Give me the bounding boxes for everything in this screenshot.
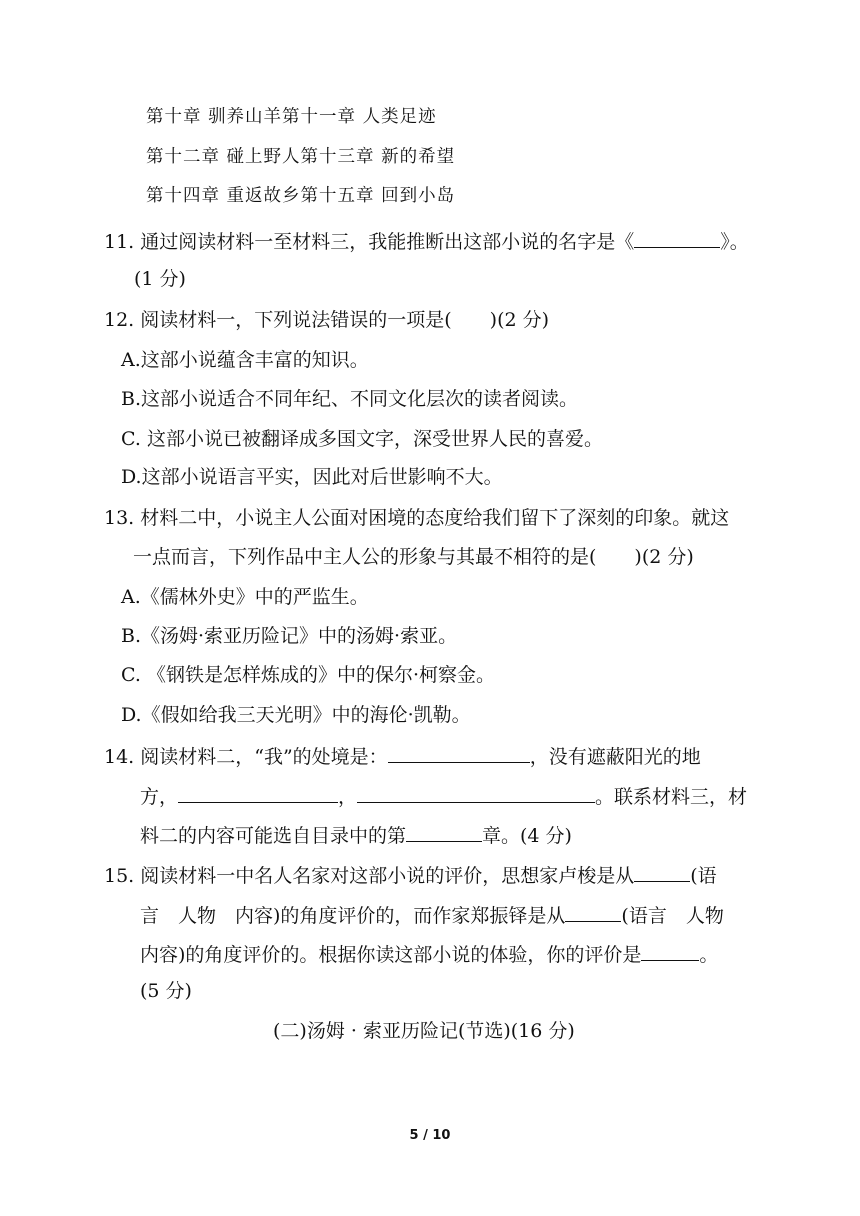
q15-text-2b: (语言 人物 [621, 905, 724, 927]
q14-line-3 [140, 821, 572, 848]
q15-line-2 [140, 901, 724, 928]
page-number: 5 / 10 [409, 1128, 451, 1143]
q13-option-d[interactable]: D.《假如给我三天光明》中的海伦·凯勒。 [121, 704, 471, 726]
q14-blank-3[interactable] [357, 782, 595, 803]
q13-option-b[interactable]: B.《汤姆·索亚历险记》中的汤姆·索亚。 [121, 625, 458, 647]
q15-score: (5 分) [140, 980, 192, 1002]
q11-text-post: 》。 [720, 231, 749, 253]
q11-score: (1 分) [134, 268, 186, 290]
q14-text-1a: 14. 阅读材料二，“我”的处境是： [104, 746, 388, 768]
q15-text-1b: (语 [690, 865, 717, 887]
q14-text-3a: 料二的内容可能选自目录中的第 [140, 825, 407, 847]
toc-line-2: 第十二章 碰上野人第十三章 新的希望 [146, 147, 456, 167]
q15-blank-3[interactable] [641, 940, 699, 961]
toc-line-1: 第十章 驯养山羊第十一章 人类足迹 [146, 107, 437, 127]
q14-line-2 [140, 782, 747, 809]
q12-option-b[interactable]: B.这部小说适合不同年纪、不同文化层次的读者阅读。 [121, 388, 579, 410]
section-title: (二)汤姆 · 索亚历险记(节选)(16 分) [273, 1020, 575, 1042]
q14-blank-4[interactable] [406, 821, 482, 842]
q12-option-d[interactable]: D.这部小说语言平实，因此对后世影响不大。 [121, 466, 503, 488]
q11-text-pre: 11. 通过阅读材料一至材料三，我能推断出这部小说的名字是《 [104, 231, 635, 253]
q14-text-1b: ，没有遮蔽阳光的地 [529, 746, 701, 768]
q14-blank-1[interactable] [388, 742, 530, 763]
q12-option-c[interactable]: C. 这部小说已被翻译成多国文字，深受世界人民的喜爱。 [121, 428, 603, 450]
q11-answer-blank[interactable] [634, 227, 720, 248]
q15-text-3b: 。 [699, 944, 719, 966]
q14-text-2c: 。联系材料三，材 [595, 786, 748, 808]
toc-line-3: 第十四章 重返故乡第十五章 回到小岛 [146, 186, 456, 206]
q15-blank-2[interactable] [565, 901, 621, 922]
q12-stem: 12. 阅读材料一，下列说法错误的一项是( )(2 分) [104, 309, 550, 331]
q15-text-1a: 15. 阅读材料一中名人名家对这部小说的评价，思想家卢梭是从 [104, 865, 635, 887]
q11-line-1 [104, 227, 749, 254]
q15-line-3 [140, 940, 718, 967]
q14-text-2a: 方， [140, 786, 179, 808]
q15-line-1 [104, 861, 717, 888]
q14-blank-2[interactable] [178, 782, 338, 803]
q15-blank-1[interactable] [634, 861, 690, 882]
q14-text-3b: 章。(4 分) [482, 825, 572, 847]
q15-text-3a: 内容)的角度评价的。根据你读这部小说的体验，你的评价是 [140, 944, 642, 966]
q13-stem-line-2: 一点而言，下列作品中主人公的形象与其最不相符的是( )(2 分) [133, 546, 694, 568]
q15-text-2a: 言 人物 内容)的角度评价的，而作家郑振铎是从 [140, 905, 566, 927]
q14-text-2b: ， [338, 786, 358, 808]
q12-option-a[interactable]: A.这部小说蕴含丰富的知识。 [121, 349, 369, 371]
q13-stem-line-1: 13. 材料二中，小说主人公面对困境的态度给我们留下了深刻的印象。就这 [104, 507, 730, 529]
q13-option-c[interactable]: C. 《钢铁是怎样炼成的》中的保尔·柯察金。 [121, 664, 495, 686]
q14-line-1 [104, 742, 701, 769]
q13-option-a[interactable]: A.《儒林外史》中的严监生。 [121, 586, 369, 608]
